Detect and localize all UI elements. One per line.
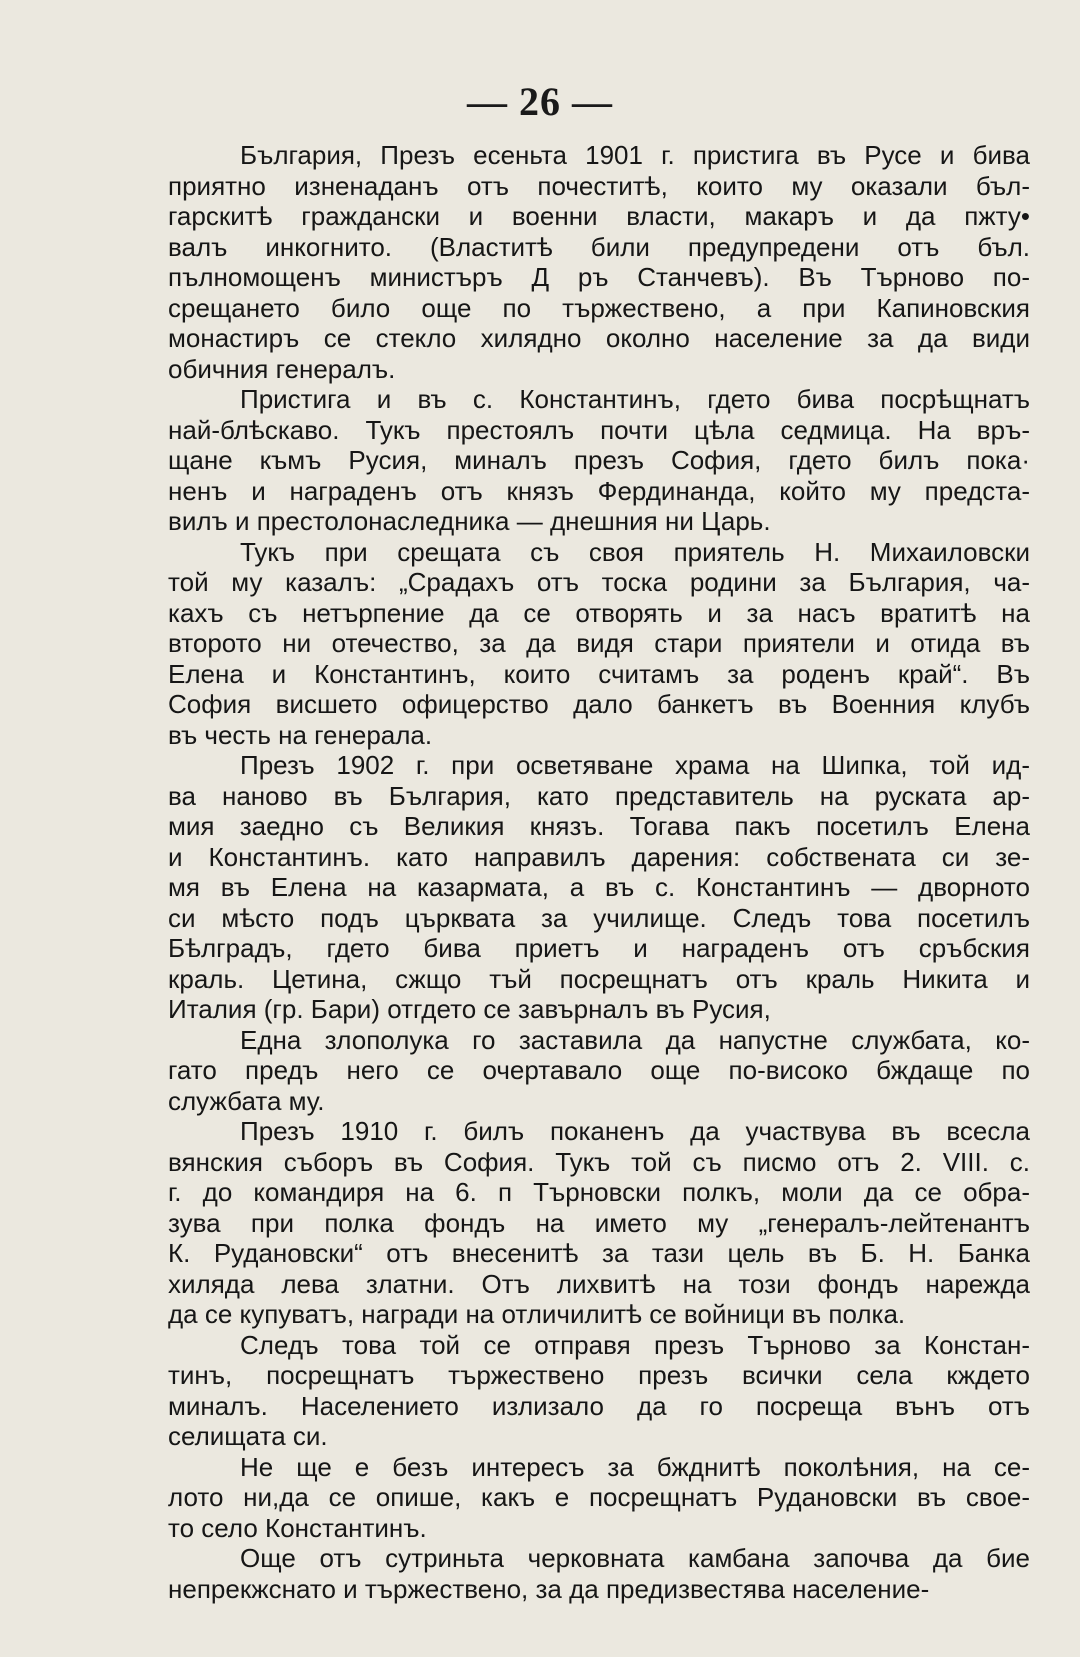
- text-line: обичния генералъ.: [168, 353, 396, 384]
- paragraph: [168, 1452, 1030, 1544]
- text-line: селищата си.: [168, 1421, 328, 1451]
- text-line: Елена и Константинъ, които считамъ за роденъ край“. Въ: [168, 658, 1030, 689]
- text-line: валъ инкогнито. (Властитѣ били предупредени отъ бъл.: [168, 231, 1030, 262]
- paragraph: [168, 384, 1030, 537]
- text-line: миналъ. Населението излизало да го посреща вънъ отъ: [168, 1390, 1030, 1421]
- body-text: [168, 140, 1030, 1604]
- text-line: Още отъ сутриньта черковната камбана започва да бие: [240, 1543, 1030, 1573]
- text-line: щане къмъ Русия, миналъ презъ София, гдето билъ пока·: [168, 445, 1030, 475]
- text-line: гарскитѣ граждански и военни власти, макаръ и да пжту•: [168, 201, 1030, 231]
- text-line: ненъ и награденъ отъ князъ Фердинанда, който му предста-: [168, 475, 1030, 506]
- text-line: кахъ съ нетърпение да се отворять и за насъ вратитѣ на: [168, 597, 1030, 628]
- text-line: зува при полка фондъ на името му „генералъ-лейтенантъ: [168, 1207, 1030, 1238]
- text-line: да се купуватъ, награди на отличилитѣ се войници въ полка.: [168, 1299, 906, 1329]
- text-line: България, Презъ есеньта 1901 г. пристига въ Русе и бива: [240, 140, 1030, 170]
- text-line: краль. Цетина, сжщо тъй посрещнатъ отъ краль Никита и: [168, 963, 1030, 994]
- page-number: — 26 —: [467, 79, 613, 124]
- text-line: пълномощенъ министъръ Д ръ Станчевъ). Въ Търново по-: [168, 262, 1030, 292]
- paragraph: [168, 1330, 1030, 1452]
- text-line: и Константинъ. като направилъ дарения: собствената си зе-: [168, 841, 1030, 872]
- paragraph: [168, 140, 1030, 384]
- text-line: вянския съборъ въ София. Тукъ той съ писмо отъ 2. VIII. с.: [168, 1146, 1030, 1177]
- text-line: той му казалъ: „Срадахъ отъ тоска родини за България, ча-: [168, 567, 1030, 597]
- text-line: мия заедно съ Великия князъ. Тогава пакъ посетилъ Елена: [168, 811, 1030, 841]
- text-line: Италия (гр. Бари) отгдето се завърналъ въ Русия,: [168, 994, 771, 1024]
- text-line: Презъ 1902 г. при осветяване храма на Шипка, той ид-: [240, 750, 1030, 780]
- text-line: София висшето офицерство дало банкетъ въ Военния клубъ: [168, 689, 1030, 719]
- text-line: мя въ Елена на казармата, а въ с. Константинъ — дворното: [168, 872, 1030, 902]
- text-line: срещането било още по тържествено, а при Капиновския: [168, 292, 1030, 323]
- paragraph: [168, 1025, 1030, 1117]
- text-line: въ честь на генерала.: [168, 719, 433, 750]
- text-line: Една злополука го заставила да напустне службата, ко-: [240, 1024, 1030, 1055]
- text-line: то село Константинъ.: [168, 1512, 427, 1543]
- text-line: службата му.: [168, 1085, 325, 1116]
- text-line: ва наново въ България, като представитель на руската ар-: [168, 780, 1030, 811]
- text-line: непрекжснато и тържествено, за да предизвестява население-: [168, 1573, 930, 1604]
- text-line: лото ни,да се опише, какъ е посрещнатъ Рудановски въ свое-: [168, 1482, 1030, 1512]
- text-line: тинъ, посрещнатъ тържествено презъ всички села кждето: [168, 1360, 1030, 1390]
- text-line: си мѣсто подъ църквата за училище. Следъ това посетилъ: [168, 902, 1030, 933]
- text-line: Пристига и въ с. Константинъ, гдето бива посрѣщнатъ: [240, 384, 1030, 414]
- text-line: Бѣлградъ, гдето бива приетъ и награденъ отъ сръбския: [168, 933, 1030, 963]
- paragraph: [168, 1543, 1030, 1604]
- text-line: Тукъ при срещата съ своя приятель Н. Михаиловски: [240, 536, 1030, 567]
- text-line: приятно изненаданъ отъ почеститѣ, които му оказали бъл-: [168, 170, 1030, 201]
- text-line: хиляда лева златни. Отъ лихвитѣ на този фондъ нарежда: [168, 1268, 1030, 1299]
- paragraph: [168, 537, 1030, 751]
- text-line: вилъ и престолонаследника — днешния ни Царь.: [168, 506, 771, 536]
- text-line: второто ни отечество, за да видя стари приятели и отида въ: [168, 628, 1030, 658]
- paragraph: [168, 1116, 1030, 1330]
- text-line: Следъ това той се отправя презъ Търново за Констан-: [240, 1329, 1030, 1360]
- text-line: монастиръ се стекло хилядно околно население за да види: [168, 323, 1030, 353]
- text-line: К. Рудановски“ отъ внесенитѣ за тази цель въ Б. Н. Банка: [168, 1238, 1030, 1268]
- paragraph: [168, 750, 1030, 1025]
- text-line: гато предъ него се очертавало още по-високо бждаще по: [168, 1055, 1030, 1085]
- text-line: г. до командиря на 6. п Търновски полкъ, моли да се обра-: [168, 1177, 1030, 1207]
- text-line: Не ще е безъ интересъ за бжднитѣ поколѣния, на се-: [240, 1451, 1030, 1482]
- text-line: Презъ 1910 г. билъ поканенъ да участвува въ всесла: [240, 1116, 1030, 1146]
- text-line: най-блѣскаво. Тукъ престоялъ почти цѣла седмица. На връ-: [168, 414, 1030, 445]
